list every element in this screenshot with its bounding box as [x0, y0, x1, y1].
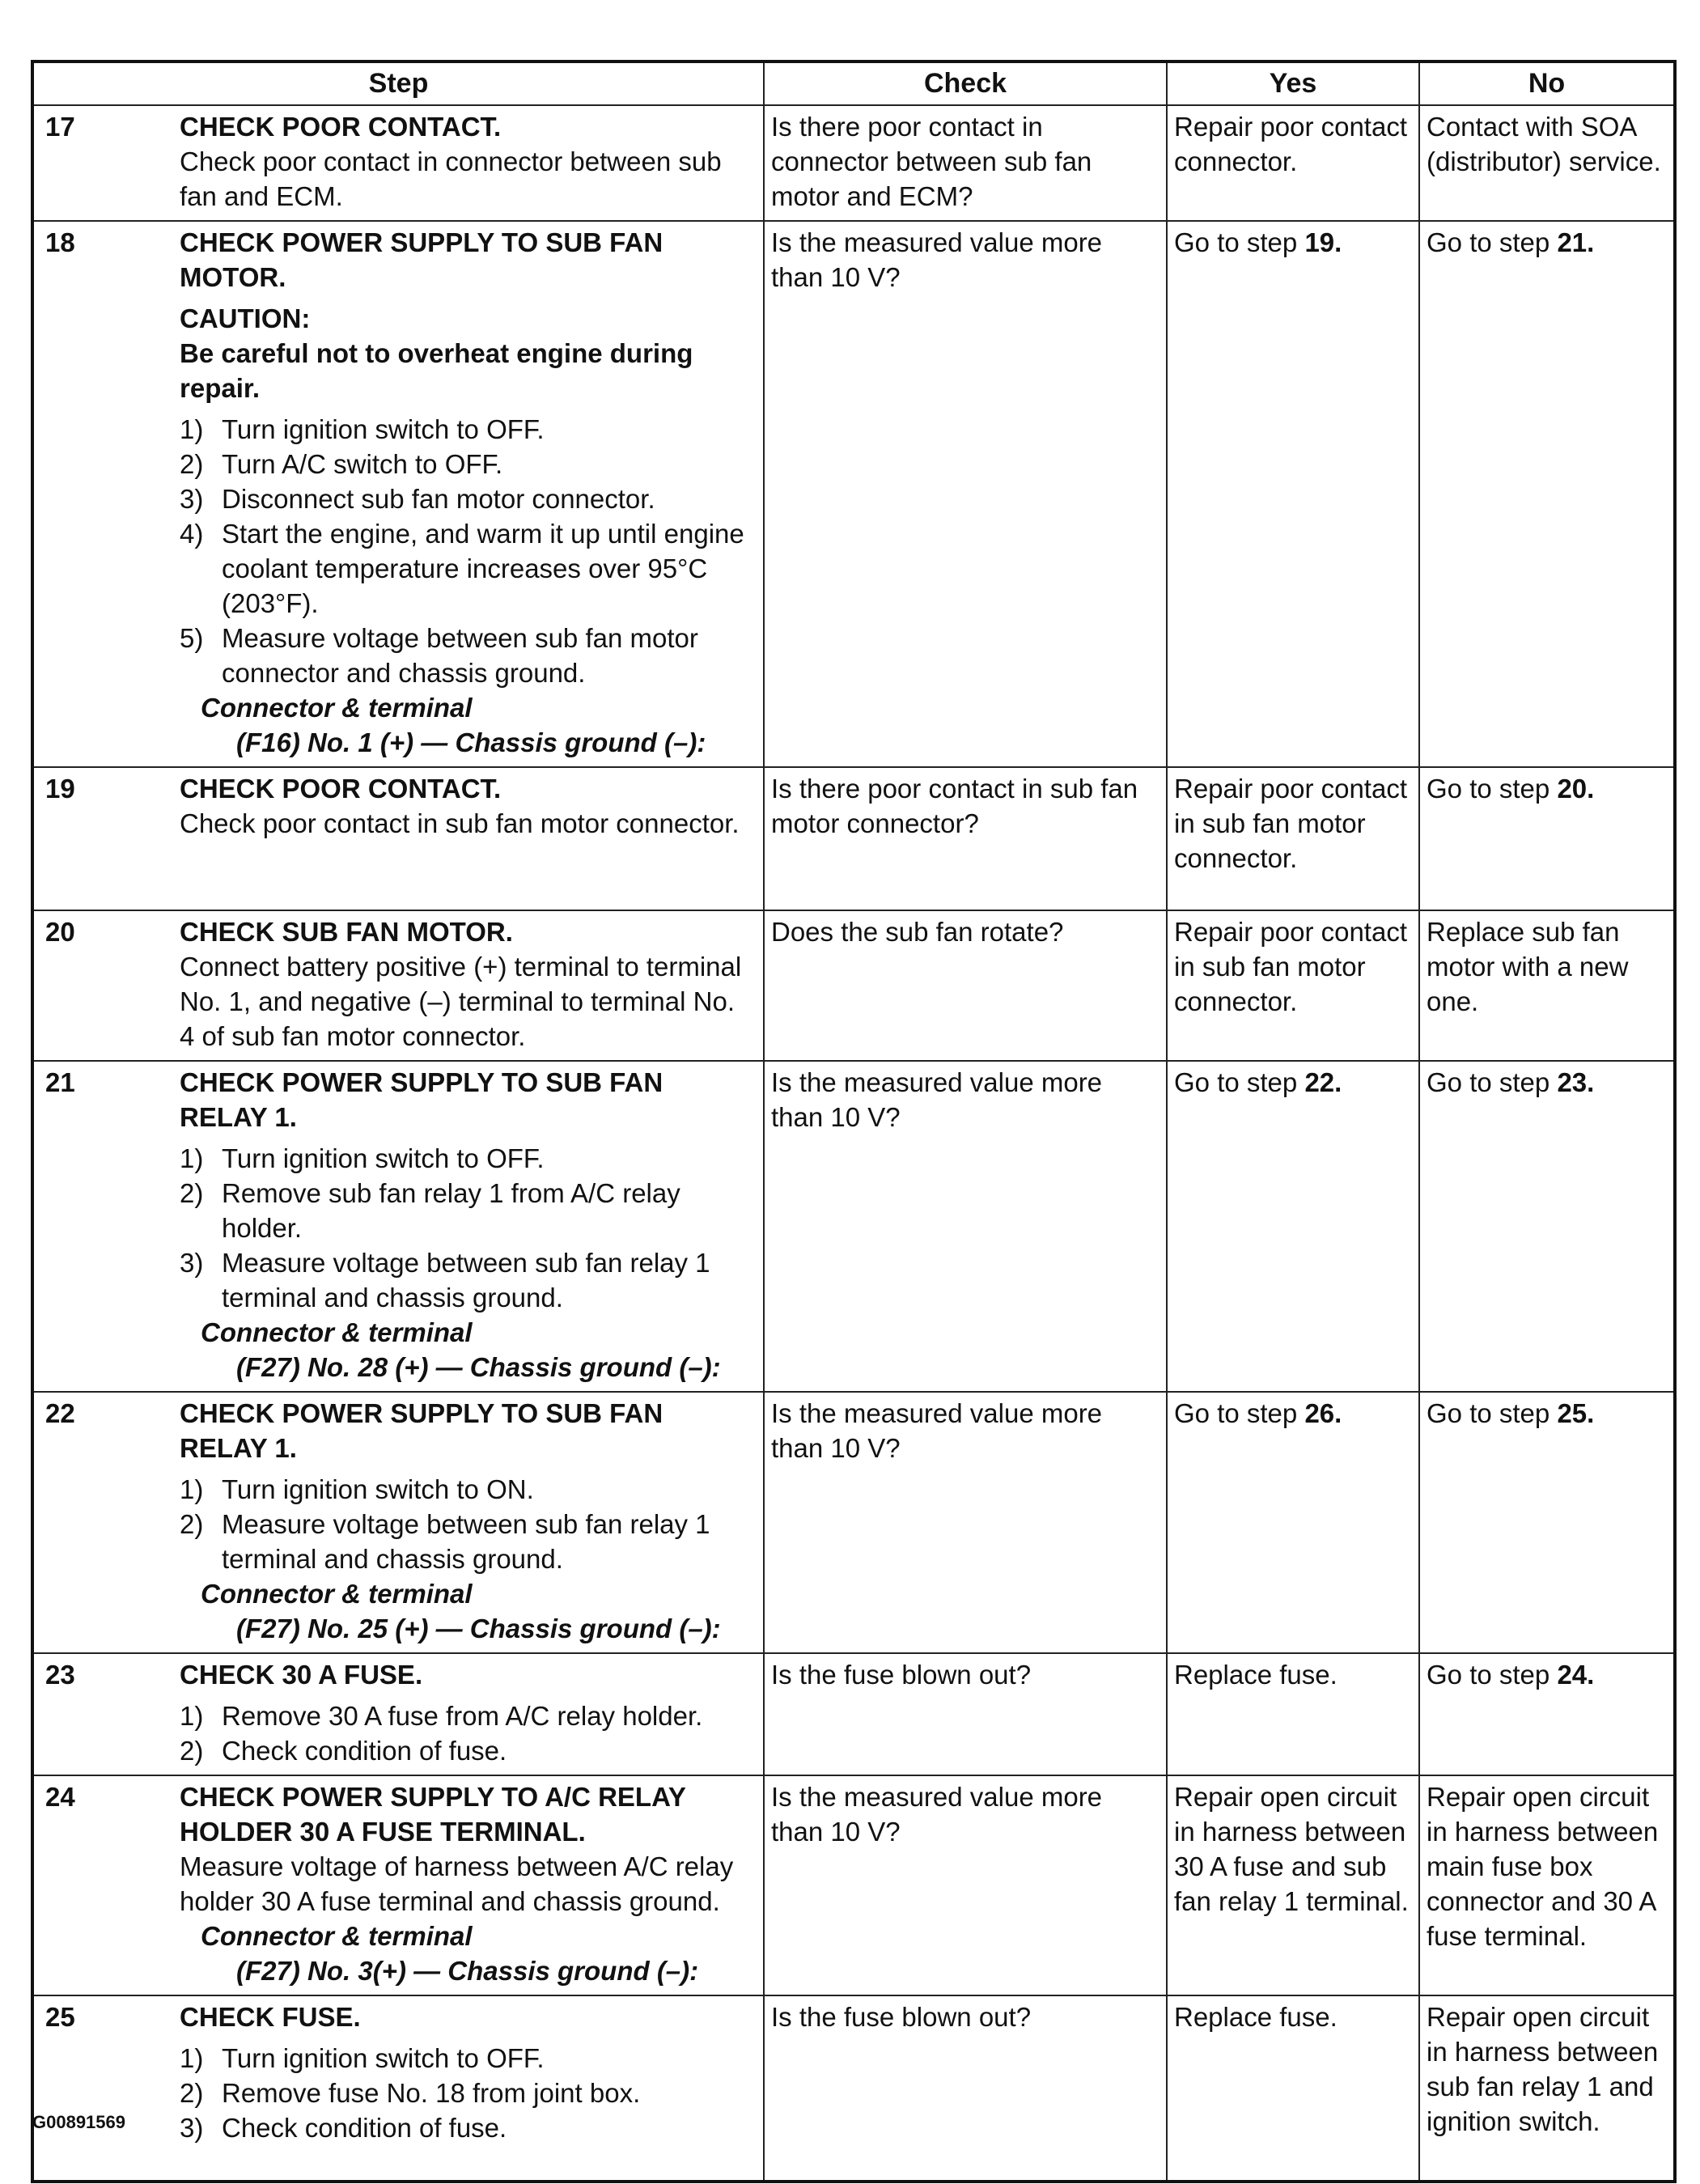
connector-label: Connector & terminal	[201, 1921, 473, 1951]
connector-label: Connector & terminal	[201, 1579, 473, 1609]
table-row	[32, 1995, 1675, 2182]
step-body	[180, 1779, 757, 1988]
step-number: 24	[45, 1782, 75, 1812]
step-number: 23	[45, 1660, 75, 1690]
step-title: CHECK FUSE.	[180, 2002, 361, 2032]
step-number: 18	[45, 227, 75, 257]
step-body	[180, 109, 757, 214]
no-prefix: Go to step	[1427, 1067, 1558, 1097]
step-description: Measure voltage of harness between A/C relay holder 30 A fuse terminal and chassis ground.	[180, 1851, 734, 1916]
caution-label: CAUTION:	[180, 303, 311, 333]
no-cell: Repair open circuit in harness between sub fan relay 1 and ignition switch.	[1419, 1995, 1675, 2182]
yes-cell: Repair poor contact in sub fan motor connector.	[1167, 910, 1419, 1061]
procedure-text: Remove fuse No. 18 from joint box.	[222, 2078, 641, 2108]
table-body	[32, 105, 1675, 2182]
procedure-item	[180, 481, 757, 516]
step-cell	[32, 1061, 764, 1392]
procedure-text: Disconnect sub fan motor connector.	[222, 484, 655, 514]
procedure-item	[180, 1176, 757, 1245]
caution-text: Be careful not to overheat engine during repair.	[180, 338, 693, 403]
yes-step-ref: 22.	[1304, 1067, 1342, 1097]
figure-id: G00891569	[32, 2112, 125, 2132]
procedure-number: 5)	[180, 623, 204, 653]
yes-cell	[1167, 1392, 1419, 1653]
step-wrap	[40, 225, 757, 760]
yes-cell: Repair open circuit in harness between 30 A fuse and sub fan relay 1 terminal.	[1167, 1775, 1419, 1995]
procedure-text: Check condition of fuse.	[222, 2113, 507, 2143]
step-wrap	[40, 109, 757, 214]
procedure-number: 1)	[180, 1701, 204, 1731]
diagnostic-table	[31, 60, 1677, 2183]
header-row	[32, 61, 1675, 105]
no-step-ref: 20.	[1557, 774, 1595, 804]
table-row	[32, 1775, 1675, 1995]
yes-prefix: Go to step	[1174, 1067, 1305, 1097]
col-header-no: No	[1419, 61, 1675, 105]
step-body	[180, 2000, 757, 2145]
procedure-item	[180, 2041, 757, 2076]
col-header-step: Step	[32, 61, 764, 105]
procedure-item	[180, 412, 757, 447]
step-cell	[32, 1392, 764, 1653]
no-prefix: Go to step	[1427, 774, 1558, 804]
yes-prefix: Go to step	[1174, 227, 1305, 257]
yes-prefix: Go to step	[1174, 1398, 1305, 1428]
no-cell: Contact with SOA (distributor) service.	[1419, 105, 1675, 221]
connector-spec: (F27) No. 25 (+) — Chassis ground (–):	[236, 1614, 721, 1643]
procedure-list	[180, 2041, 757, 2145]
step-cell	[32, 910, 764, 1061]
yes-cell: Replace fuse.	[1167, 1995, 1419, 2182]
procedure-text: Turn ignition switch to ON.	[222, 1474, 534, 1504]
no-step-ref: 23.	[1557, 1067, 1595, 1097]
step-description: Check poor contact in sub fan motor connector.	[180, 808, 740, 838]
no-cell	[1419, 221, 1675, 767]
procedure-number: 2)	[180, 1178, 204, 1208]
step-wrap	[40, 1396, 757, 1646]
step-cell	[32, 105, 764, 221]
procedure-item	[180, 516, 757, 621]
step-wrap	[40, 771, 757, 841]
step-title: CHECK SUB FAN MOTOR.	[180, 917, 513, 947]
step-wrap	[40, 1657, 757, 1768]
check-cell: Does the sub fan rotate?	[764, 910, 1167, 1061]
step-title: CHECK POWER SUPPLY TO SUB FAN RELAY 1.	[180, 1067, 663, 1132]
no-prefix: Go to step	[1427, 1398, 1558, 1428]
check-cell: Is the fuse blown out?	[764, 1995, 1167, 2182]
no-cell: Repair open circuit in harness between main fuse box connector and 30 A fuse terminal.	[1419, 1775, 1675, 1995]
step-number: 19	[45, 774, 75, 804]
col-header-yes: Yes	[1167, 61, 1419, 105]
no-step-ref: 21.	[1557, 227, 1595, 257]
yes-cell	[1167, 221, 1419, 767]
procedure-number: 1)	[180, 2043, 204, 2073]
procedure-text: Turn ignition switch to OFF.	[222, 1143, 545, 1173]
yes-cell: Repair poor contact connector.	[1167, 105, 1419, 221]
table-row	[32, 1392, 1675, 1653]
procedure-text: Turn A/C switch to OFF.	[222, 449, 503, 479]
no-cell	[1419, 1653, 1675, 1775]
procedure-item	[180, 1245, 757, 1315]
caution-block	[180, 301, 757, 405]
check-cell: Is the measured value more than 10 V?	[764, 221, 1167, 767]
step-number: 17	[45, 112, 75, 142]
step-cell	[32, 767, 764, 910]
procedure-text: Remove sub fan relay 1 from A/C relay holder.	[222, 1178, 680, 1243]
step-number: 21	[45, 1067, 75, 1097]
no-step-ref: 24.	[1557, 1660, 1595, 1690]
step-title: CHECK POOR CONTACT.	[180, 774, 502, 804]
procedure-item	[180, 447, 757, 481]
table-row	[32, 105, 1675, 221]
check-cell: Is the measured value more than 10 V?	[764, 1775, 1167, 1995]
procedure-number: 2)	[180, 2078, 204, 2108]
procedure-number: 1)	[180, 1143, 204, 1173]
connector-label: Connector & terminal	[201, 693, 473, 723]
procedure-number: 2)	[180, 1736, 204, 1766]
step-title: CHECK POOR CONTACT.	[180, 112, 502, 142]
step-title: CHECK POWER SUPPLY TO SUB FAN RELAY 1.	[180, 1398, 663, 1463]
procedure-text: Check condition of fuse.	[222, 1736, 507, 1766]
procedure-item	[180, 1472, 757, 1507]
yes-step-ref: 26.	[1304, 1398, 1342, 1428]
no-cell	[1419, 1061, 1675, 1392]
table-row	[32, 1653, 1675, 1775]
yes-cell: Replace fuse.	[1167, 1653, 1419, 1775]
col-header-check: Check	[764, 61, 1167, 105]
step-cell	[32, 1775, 764, 1995]
step-title: CHECK POWER SUPPLY TO SUB FAN MOTOR.	[180, 227, 663, 292]
table-row	[32, 910, 1675, 1061]
step-number: 20	[45, 917, 75, 947]
step-title: CHECK POWER SUPPLY TO A/C RELAY HOLDER 30 A FUSE TERMINAL.	[180, 1782, 686, 1847]
procedure-number: 3)	[180, 1248, 204, 1278]
step-wrap	[40, 914, 757, 1054]
no-prefix: Go to step	[1427, 1660, 1558, 1690]
table-row	[32, 221, 1675, 767]
yes-step-ref: 19.	[1304, 227, 1342, 257]
procedure-text: Turn ignition switch to OFF.	[222, 414, 545, 444]
yes-cell	[1167, 1061, 1419, 1392]
check-cell: Is the fuse blown out?	[764, 1653, 1167, 1775]
connector-spec: (F16) No. 1 (+) — Chassis ground (–):	[236, 727, 706, 757]
step-number: 22	[45, 1398, 75, 1428]
procedure-text: Measure voltage between sub fan motor connector and chassis ground.	[222, 623, 698, 688]
procedure-number: 3)	[180, 2113, 204, 2143]
step-title: CHECK 30 A FUSE.	[180, 1660, 423, 1690]
step-body	[180, 1657, 757, 1768]
check-cell: Is there poor contact in sub fan motor connector?	[764, 767, 1167, 910]
connector-label: Connector & terminal	[201, 1317, 473, 1347]
procedure-number: 3)	[180, 484, 204, 514]
table-row	[32, 1061, 1675, 1392]
step-cell	[32, 1995, 764, 2182]
procedure-list	[180, 1472, 757, 1576]
procedure-item	[180, 621, 757, 690]
procedure-number: 1)	[180, 414, 204, 444]
connector-spec: (F27) No. 3(+) — Chassis ground (–):	[236, 1956, 699, 1986]
step-body	[180, 225, 757, 760]
procedure-item	[180, 1507, 757, 1576]
procedure-item	[180, 2076, 757, 2110]
procedure-text: Remove 30 A fuse from A/C relay holder.	[222, 1701, 703, 1731]
check-cell: Is the measured value more than 10 V?	[764, 1392, 1167, 1653]
step-number: 25	[45, 2002, 75, 2032]
procedure-item	[180, 1698, 757, 1733]
check-cell: Is there poor contact in connector between sub fan motor and ECM?	[764, 105, 1167, 221]
step-body	[180, 1065, 757, 1385]
step-cell	[32, 1653, 764, 1775]
no-cell: Replace sub fan motor with a new one.	[1419, 910, 1675, 1061]
procedure-list	[180, 412, 757, 690]
procedure-number: 4)	[180, 519, 204, 549]
procedure-item	[180, 2110, 757, 2145]
step-description: Check poor contact in connector between sub fan and ECM.	[180, 146, 722, 211]
step-description: Connect battery positive (+) terminal to terminal No. 1, and negative (–) terminal to terminal No. 4 of sub fan motor connector.	[180, 952, 742, 1051]
procedure-text: Measure voltage between sub fan relay 1 terminal and chassis ground.	[222, 1248, 710, 1313]
no-step-ref: 25.	[1557, 1398, 1595, 1428]
procedure-item	[180, 1733, 757, 1768]
no-cell	[1419, 767, 1675, 910]
step-wrap	[40, 2000, 757, 2145]
procedure-number: 2)	[180, 449, 204, 479]
procedure-text: Measure voltage between sub fan relay 1 terminal and chassis ground.	[222, 1509, 710, 1574]
step-body	[180, 771, 757, 841]
check-cell: Is the measured value more than 10 V?	[764, 1061, 1167, 1392]
step-wrap	[40, 1779, 757, 1988]
procedure-text: Turn ignition switch to OFF.	[222, 2043, 545, 2073]
step-body	[180, 1396, 757, 1646]
connector-spec: (F27) No. 28 (+) — Chassis ground (–):	[236, 1352, 721, 1382]
step-body	[180, 914, 757, 1054]
table-row	[32, 767, 1675, 910]
step-wrap	[40, 1065, 757, 1385]
procedure-text: Start the engine, and warm it up until engine coolant temperature increases over 95°C (203°F).	[222, 519, 744, 618]
yes-cell: Repair poor contact in sub fan motor connector.	[1167, 767, 1419, 910]
procedure-list	[180, 1698, 757, 1768]
procedure-list	[180, 1141, 757, 1315]
no-prefix: Go to step	[1427, 227, 1558, 257]
step-cell	[32, 221, 764, 767]
procedure-item	[180, 1141, 757, 1176]
no-cell	[1419, 1392, 1675, 1653]
procedure-number: 2)	[180, 1509, 204, 1539]
procedure-number: 1)	[180, 1474, 204, 1504]
